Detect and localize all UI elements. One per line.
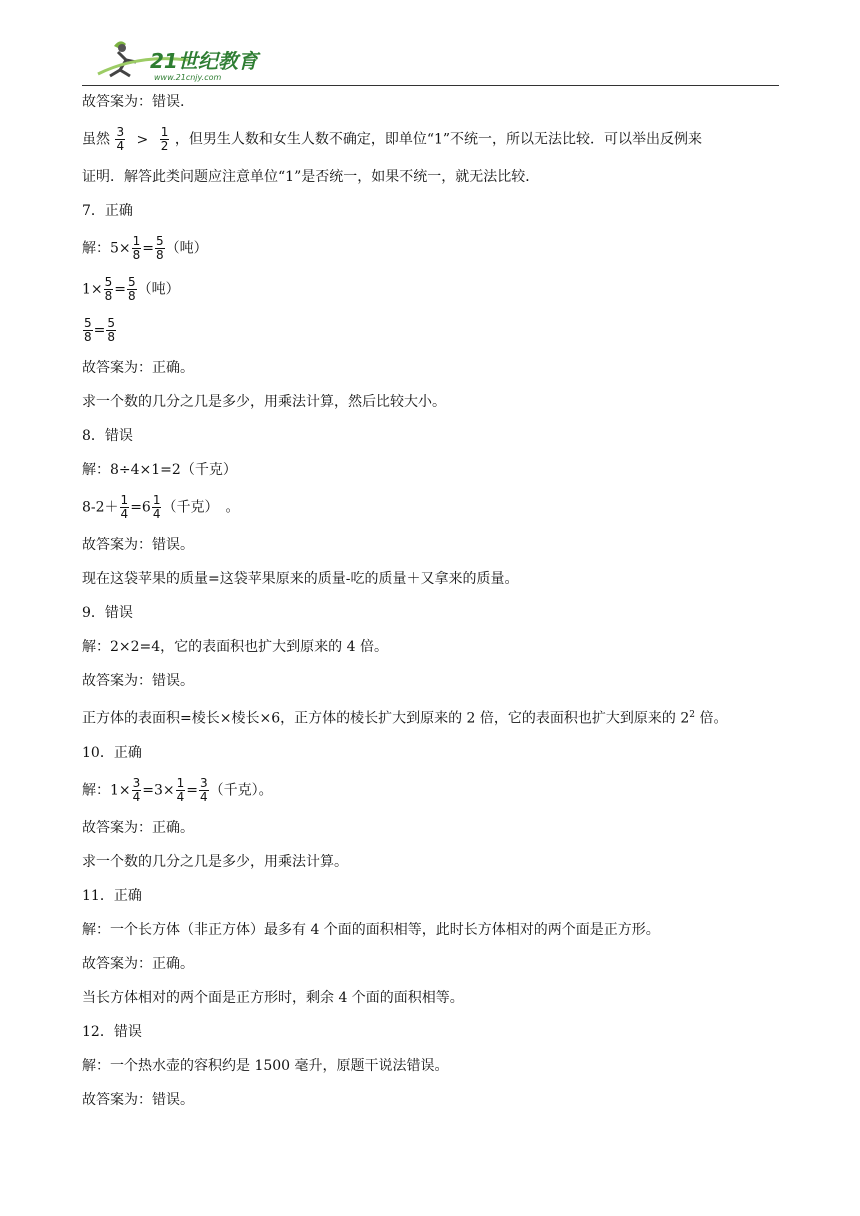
- fraction: $\frac{1}{2}$: [160, 125, 169, 153]
- question-title: 12．错误: [82, 1023, 142, 1040]
- answer-line: 故答案为：错误。: [82, 673, 194, 689]
- solution-line: 1× $\frac{5}{8}$ = $\frac{5}{8}$ （吨）: [82, 275, 180, 303]
- question-title: 9．错误: [82, 605, 133, 621]
- explanation-line: 当长方体相对的两个面是正方形时，剩余 4 个面的面积相等。: [82, 989, 464, 1006]
- answer-line: 故答案为：错误.: [82, 94, 185, 110]
- answer-content: [82, 86, 782, 1118]
- svg-text:www.21cnjy.com: www.21cnjy.com: [154, 73, 222, 82]
- solution-line: 解：2×2=4，它的表面积也扩大到原来的 4 倍。: [82, 639, 388, 655]
- fraction: $\frac{3}{4}$: [116, 125, 125, 153]
- page-header: [82, 38, 779, 88]
- answer-line: 故答案为：正确。: [82, 955, 194, 972]
- solution-line: $\frac{5}{8}$ = $\frac{5}{8}$: [84, 316, 116, 344]
- solution-line: 解：5× $\frac{1}{8}$ = $\frac{5}{8}$ （吨）: [82, 234, 208, 262]
- solution-line: 8-2＋ $\frac{1}{4}$ =6 $\frac{1}{4}$ （千克） 。: [82, 493, 240, 521]
- fraction: $\frac{1}{4}$: [120, 493, 129, 521]
- answer-line: 故答案为：错误。: [82, 537, 194, 553]
- question-title: 8．错误: [82, 428, 133, 444]
- fraction: $\frac{5}{8}$: [156, 234, 164, 262]
- solution-line: 解：一个长方体（非正方体）最多有 4 个面的面积相等，此时长方体相对的两个面是正方形。: [82, 921, 660, 938]
- svg-text:21世纪教育: 21世纪教育: [150, 49, 258, 73]
- question-title: 7．正确: [82, 203, 133, 219]
- explanation-line: 正方体的表面积=棱长×棱长×6，正方体的棱长扩大到原来的 2 倍，它的表面积也扩大到原来的 $2^2$ 倍。: [82, 710, 728, 727]
- question-title: 11．正确: [82, 887, 142, 904]
- solution-line: 解：一个热水壶的容积约是 1500 毫升，原题干说法错误。: [82, 1057, 449, 1074]
- explanation-line: 虽然 $\frac{3}{4}$ > $\frac{1}{2}$ ，但男生人数和女生人数不确定，即单位“1”不统一，所以无法比较．可以举出反例来: [82, 125, 703, 153]
- fraction: $\frac{5}{8}$: [128, 275, 136, 303]
- answer-line: 故答案为：错误。: [82, 1091, 194, 1108]
- explanation-line: 求一个数的几分之几是多少，用乘法计算。: [82, 853, 348, 870]
- solution-line: 解：8÷4×1=2（千克）: [82, 462, 237, 478]
- explanation-line: 证明．解答此类问题应注意单位“1”是否统一，如果不统一，就无法比较．: [82, 169, 540, 185]
- solution-line: 解：1× $\frac{3}{4}$ =3× $\frac{1}{4}$ = $\frac{3}{4}$ （千克）。: [82, 775, 273, 804]
- answer-line: 故答案为：正确。: [82, 819, 194, 836]
- fraction: $\frac{5}{8}$: [107, 316, 116, 344]
- fraction: $\frac{5}{8}$: [84, 316, 92, 344]
- explanation-line: 现在这袋苹果的质量=这袋苹果原来的质量-吃的质量＋又拿来的质量。: [82, 571, 519, 587]
- fraction: $\frac{1}{8}$: [132, 234, 141, 262]
- answer-line: 故答案为：正确。: [82, 360, 194, 376]
- logo-21cnjy: [92, 38, 272, 84]
- explanation-line: 求一个数的几分之几是多少，用乘法计算，然后比较大小。: [82, 394, 446, 410]
- fraction: $\frac{1}{4}$: [152, 493, 161, 521]
- question-title: 10．正确: [82, 744, 142, 761]
- fraction: $\frac{3}{4}$: [200, 775, 208, 804]
- fraction: $\frac{5}{8}$: [104, 275, 113, 303]
- fraction: $\frac{3}{4}$: [132, 775, 141, 804]
- fraction: $\frac{1}{4}$: [176, 775, 185, 804]
